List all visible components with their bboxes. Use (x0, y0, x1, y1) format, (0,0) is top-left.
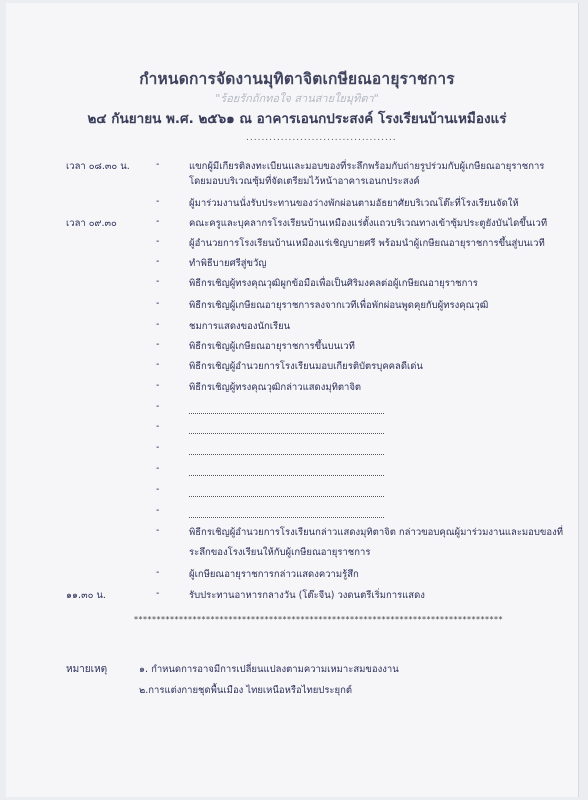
blank-schedule-row (6, 463, 588, 481)
title-separator: ....................................... (246, 133, 397, 143)
page-title: กำหนดการจัดงานมุทิตาจิตเกษียณอายุราชการ (139, 70, 455, 88)
schedule-activity: พิธีกรเชิญผู้เกษียณอายุราชการลงจากเวทีเพื่อพักผ่อนพูดคุยกับผู้ทรงคุณวุฒิ (189, 300, 489, 311)
schedule-activity: รับประทานอาหารกลางวัน (โต๊ะจีน) วงดนตรีเริ่มการแสดง (189, 590, 425, 601)
schedule-row (6, 319, 588, 337)
schedule-row (6, 298, 588, 316)
schedule-row (6, 196, 588, 214)
schedule-activity: พิธีกรเชิญผู้ทรงคุณวุฒิผูกข้อมือเพื่อเป็นศิริมงคลต่อผู้เกษียณอายุราชการ (189, 278, 478, 289)
schedule-time: ๑๑.๓๐ น. (66, 590, 106, 601)
dotted-fill-line (189, 401, 384, 414)
bullet-dash: - (156, 236, 160, 247)
schedule-row (6, 236, 588, 254)
bullet-dash: - (156, 484, 160, 495)
schedule-activity: โดยมอบบริเวณซุ้มที่จัดเตรียมไว้หน้าอาคารเอนกประสงค์ (189, 176, 420, 187)
bullet-dash: - (156, 339, 160, 350)
bullet-dash: - (156, 588, 160, 599)
blank-schedule-row (6, 442, 588, 460)
schedule-row (6, 588, 588, 606)
bullet-dash: - (156, 505, 160, 516)
schedule-activity: ระลึกของโรงเรียนให้กับผู้เกษียณอายุราชการ (189, 547, 371, 558)
schedule-time: เวลา ๐๙.๓๐ (66, 218, 117, 229)
schedule-activity: ผู้มาร่วมงานนั่งรับประทานของว่างพักผ่อนตามอัธยาศัยบริเวณโต๊ะที่โรงเรียนจัดให้ (189, 198, 519, 209)
schedule-row (6, 256, 588, 274)
schedule-activity: พิธีกรเชิญผู้อำนวยการโรงเรียนมอบเกียรติบัตรบุคคลดีเด่น (189, 361, 423, 372)
closing-star-divider: ********************************************************************************** (134, 615, 503, 624)
dotted-fill-line (189, 442, 384, 455)
bullet-dash: - (156, 442, 160, 453)
dotted-fill-line (189, 505, 384, 518)
note-item-1: ๑. กำหนดการอาจมีการเปลี่ยนแปลงตามความเหมาะสมของงาน (139, 664, 399, 675)
bullet-dash: - (156, 276, 160, 287)
schedule-activity: พิธีกรเชิญผู้อำนวยการโรงเรียนกล่าวแสดงมุทิตาจิต กล่าวขอบคุณผู้มาร่วมงานและมอบของที่ (189, 527, 564, 538)
event-slogan: "ร้อยรักถักทอใจ สานสายใยมุทิตา" (215, 92, 379, 105)
schedule-row (6, 567, 588, 585)
schedule-row (6, 276, 588, 294)
schedule-row (6, 339, 588, 357)
dotted-fill-line (189, 421, 384, 434)
schedule-activity: แขกผู้มีเกียรติลงทะเบียนและมอบของที่ระลึกพร้อมกับถ่ายรูปร่วมกับผู้เกษียณอายุราชการ (189, 161, 545, 172)
blank-schedule-row (6, 484, 588, 502)
bullet-dash: - (156, 359, 160, 370)
schedule-row (6, 545, 588, 563)
dotted-fill-line (189, 484, 384, 497)
bullet-dash: - (156, 421, 160, 432)
note-item-2: ๒.การแต่งกายชุดพื้นเมือง ไทยเหนือหรือไทยประยุกต์ (139, 685, 353, 696)
schedule-activity: พิธีกรเชิญผู้เกษียณอายุราชการขึ้นบนเวที (189, 341, 355, 352)
schedule-time: เวลา ๐๘.๓๐ น. (66, 161, 130, 172)
blank-schedule-row (6, 505, 588, 523)
bullet-dash: - (156, 298, 160, 309)
bullet-dash: - (156, 256, 160, 267)
schedule-row (6, 216, 588, 234)
blank-schedule-row (6, 421, 588, 439)
bullet-dash: - (156, 319, 160, 330)
schedule-row (6, 525, 588, 543)
event-date-venue: ๒๔ กันยายน พ.ศ. ๒๕๖๑ ณ อาคารเอนกประสงค์ โรงเรียนบ้านเหมืองแร่ (87, 111, 507, 127)
schedule-activity: คณะครูและบุคลากรโรงเรียนบ้านเหมืองแร่ตั้งแถวบริเวณทางเข้าซุ้มประตูยังบันไดขึ้นเวที (189, 218, 548, 229)
document-page (6, 3, 579, 797)
schedule-row (6, 380, 588, 398)
schedule-activity: พิธีกรเชิญผู้ทรงคุณวุฒิกล่าวแสดงมุทิตาจิต (189, 382, 362, 393)
notes-label: หมายเหตุ (66, 664, 108, 675)
schedule-activity: ผู้เกษียณอายุราชการกล่าวแสดงความรู้สึก (189, 569, 359, 580)
schedule-row (6, 174, 588, 192)
blank-schedule-row (6, 401, 588, 419)
bullet-dash: - (156, 463, 160, 474)
dotted-fill-line (189, 463, 384, 476)
schedule-activity: ผู้อำนวยการโรงเรียนบ้านเหมืองแร่เชิญบายศรี พร้อมนำผู้เกษียณอายุราชการขึ้นสู่บนเวที (189, 238, 545, 249)
bullet-dash: - (156, 216, 160, 227)
schedule-activity: ทำพิธีบายศรีสู่ขวัญ (189, 258, 267, 269)
bullet-dash: - (156, 380, 160, 391)
schedule-activity: ชมการแสดงของนักเรียน (189, 321, 291, 332)
bullet-dash: - (156, 159, 160, 170)
bullet-dash: - (156, 525, 160, 536)
schedule-row (6, 359, 588, 377)
bullet-dash: - (156, 401, 160, 412)
bullet-dash: - (156, 196, 160, 207)
bullet-dash: - (156, 567, 160, 578)
